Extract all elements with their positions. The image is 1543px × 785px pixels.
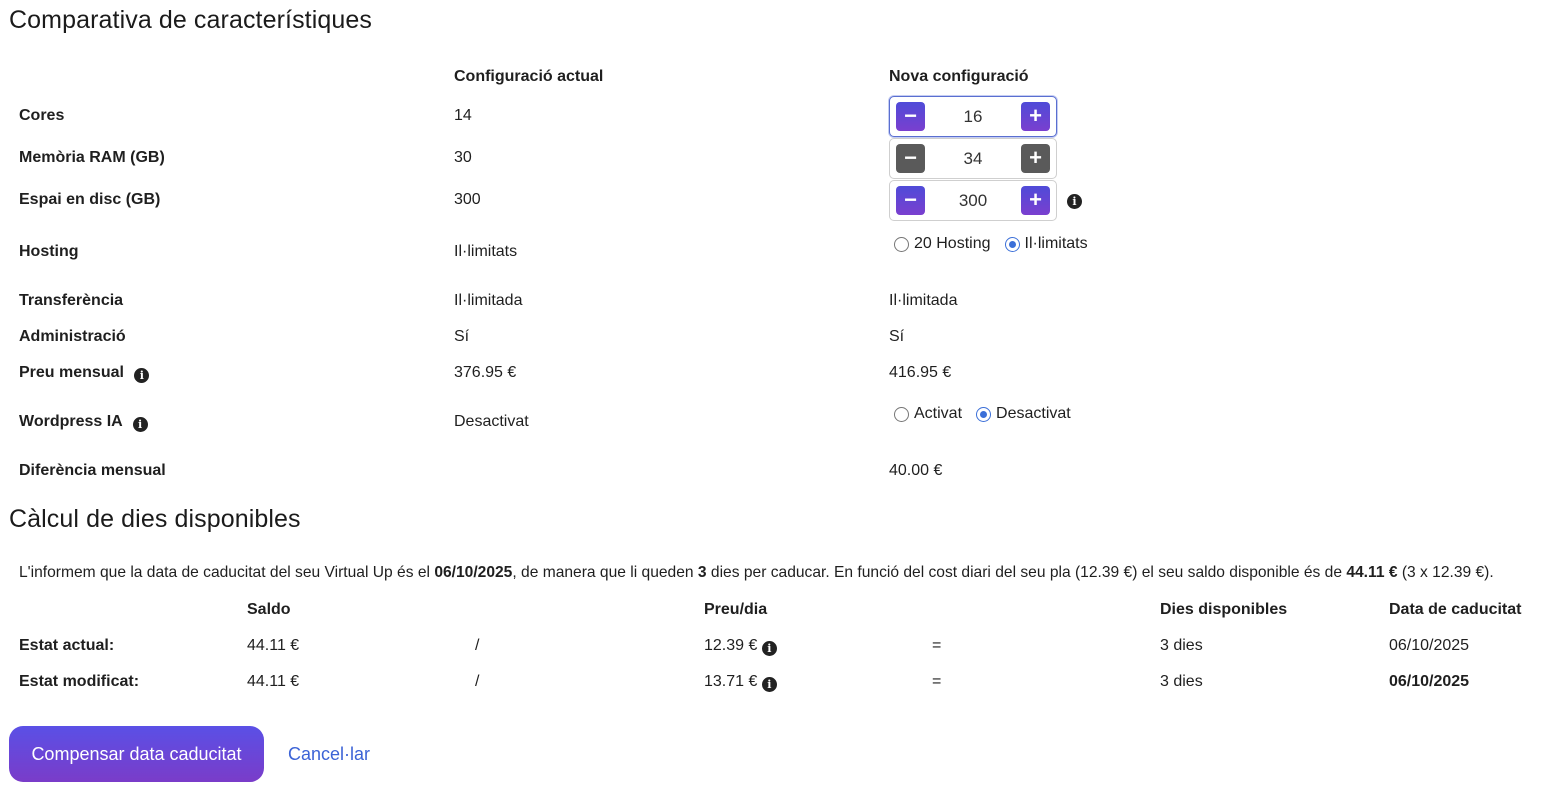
info-icon[interactable]: i — [133, 417, 148, 432]
row-label-current: Estat actual: — [19, 637, 115, 654]
col-balance-header: Saldo — [247, 601, 291, 618]
plus-icon[interactable]: + — [1021, 186, 1050, 215]
row-div-modified: / — [475, 673, 480, 690]
ram-stepper[interactable] — [889, 138, 1057, 179]
ram-input[interactable] — [930, 139, 1016, 178]
minus-icon[interactable]: − — [896, 186, 925, 215]
cancel-link[interactable]: Cancel·lar — [288, 744, 371, 764]
admin-current: Sí — [454, 328, 470, 345]
row-price-current: 12.39 € i — [704, 637, 777, 656]
info-icon[interactable]: i — [762, 677, 777, 692]
row-days-current: 3 dies — [1160, 637, 1203, 654]
wordpress-label: Wordpress IA i — [19, 413, 148, 432]
row-label-modified: Estat modificat: — [19, 673, 140, 690]
hosting-radio-group — [894, 235, 1088, 253]
calc-title: Càlcul de dies disponibles — [9, 505, 301, 533]
comparison-title: Comparativa de característiques — [9, 6, 372, 34]
row-eq-current: = — [932, 637, 942, 654]
diff-label: Diferència mensual — [19, 462, 166, 479]
disk-stepper[interactable] — [889, 180, 1057, 221]
minus-icon[interactable]: − — [896, 144, 925, 173]
cores-input[interactable] — [930, 97, 1016, 136]
wordpress-current: Desactivat — [454, 413, 529, 430]
wordpress-option-off[interactable]: Desactivat — [976, 405, 1071, 423]
info-icon[interactable]: i — [134, 368, 149, 383]
transfer-new: Il·limitada — [889, 292, 958, 309]
row-price-modified: 13.71 € i — [704, 673, 777, 692]
hosting-current: Il·limitats — [454, 243, 518, 260]
hosting-option-unlimited[interactable]: Il·limitats — [1005, 235, 1088, 253]
transfer-current: Il·limitada — [454, 292, 523, 309]
plus-icon[interactable]: + — [1021, 144, 1050, 173]
diff-value: 40.00 € — [889, 462, 943, 479]
info-icon[interactable]: i — [762, 641, 777, 656]
hosting-label: Hosting — [19, 243, 79, 260]
admin-label: Administració — [19, 328, 126, 345]
wordpress-radio-group — [894, 405, 1071, 423]
row-days-modified: 3 dies — [1160, 673, 1203, 690]
row-expiry-current: 06/10/2025 — [1389, 637, 1470, 654]
disk-input[interactable] — [930, 181, 1016, 220]
row-expiry-modified: 06/10/2025 — [1389, 673, 1470, 690]
row-balance-modified: 44.11 € — [247, 673, 300, 690]
wordpress-option-on[interactable]: Activat — [894, 405, 962, 423]
new-config-header: Nova configuració — [889, 68, 1029, 85]
minus-icon[interactable]: − — [896, 102, 925, 131]
current-config-header: Configuració actual — [454, 68, 604, 85]
ram-label: Memòria RAM (GB) — [19, 149, 165, 166]
col-expiry-header: Data de caducitat — [1389, 601, 1522, 618]
col-days-header: Dies disponibles — [1160, 601, 1288, 618]
cores-stepper[interactable] — [889, 96, 1057, 137]
plus-icon[interactable]: + — [1021, 102, 1050, 131]
price-current: 376.95 € — [454, 364, 517, 381]
row-balance-current: 44.11 € — [247, 637, 300, 654]
transfer-label: Transferència — [19, 292, 124, 309]
hosting-option-20[interactable]: 20 Hosting — [894, 235, 991, 253]
col-price-day-header: Preu/dia — [704, 601, 768, 618]
row-eq-modified: = — [932, 673, 942, 690]
ram-current: 30 — [454, 149, 472, 166]
disk-current: 300 — [454, 191, 481, 208]
price-label: Preu mensual i — [19, 364, 149, 383]
admin-new: Sí — [889, 328, 905, 345]
cores-label: Cores — [19, 107, 65, 124]
calc-notice: L'informem que la data de caducitat del seu Virtual Up és el 06/10/2025, de manera que li queden 3 dies per caducar. En funció del cost diari del seu pla (12.39 €) el seu saldo disponible és de 44.11 € (3 x 12.39 €). — [19, 564, 1494, 581]
cores-current: 14 — [454, 107, 472, 124]
row-div-current: / — [475, 637, 480, 654]
disk-label: Espai en disc (GB) — [19, 191, 161, 208]
compensate-button[interactable]: Compensar data caducitat — [9, 726, 264, 782]
info-icon[interactable]: i — [1067, 194, 1082, 209]
price-new: 416.95 € — [889, 364, 952, 381]
